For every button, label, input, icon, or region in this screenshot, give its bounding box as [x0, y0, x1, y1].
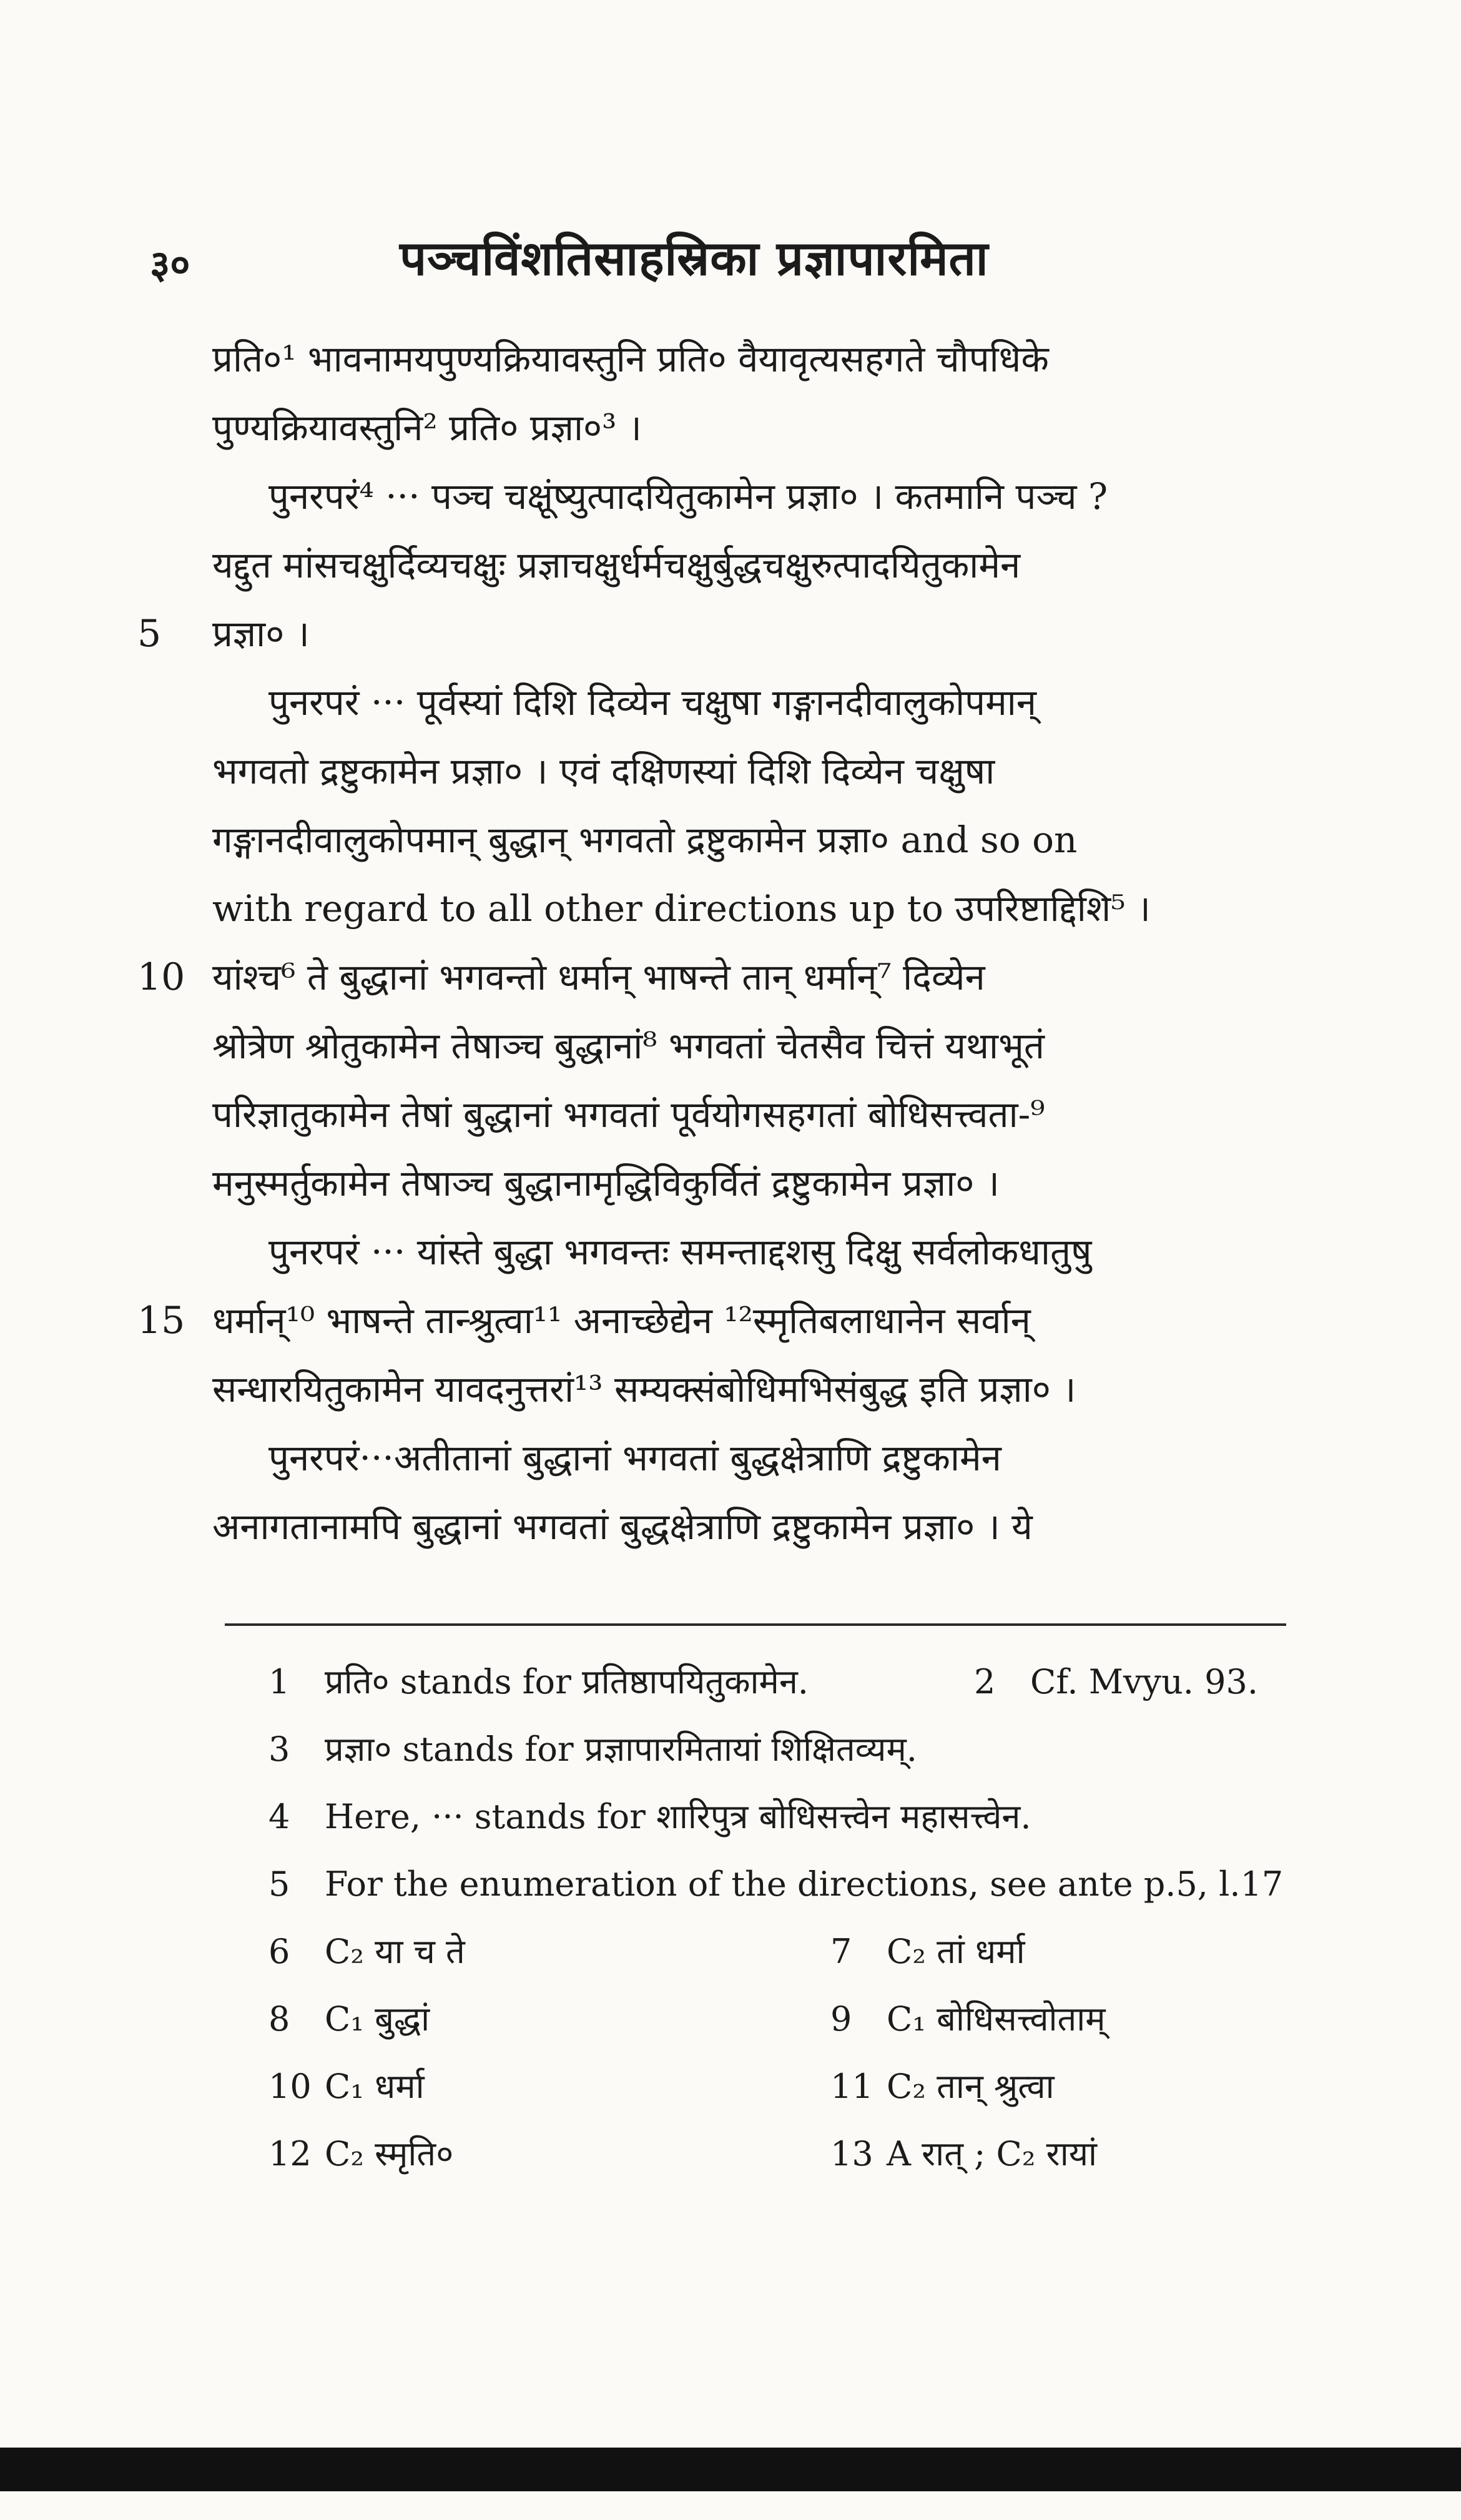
- text-line: [212, 393, 1299, 462]
- line-text: पुनरपरं ··· यांस्ते बुद्धा भगवन्तः समन्ताद्दशसु दिक्षु सर्वलोकधातुषु: [268, 1231, 1092, 1273]
- line-text: with regard to all other directions up to उपरिष्टाद्दिशि⁵ ।: [212, 887, 1151, 930]
- footnote: [268, 1986, 430, 2053]
- text-line: [212, 668, 1299, 737]
- footnote-text: प्रति० stands for प्रतिष्ठापयितुकामेन.: [325, 1662, 809, 1701]
- footnote-number: 11: [830, 2067, 873, 2106]
- running-title: पञ्चविंशतिसाहस्रिका प्रज्ञापारमिता: [400, 230, 989, 286]
- footnote-row: [268, 1783, 1299, 1851]
- line-text: धर्मान्¹⁰ भाषन्ते तान्श्रुत्वा¹¹ अनाच्छेद्येन ¹²स्मृतिबलाधानेन सर्वान्: [212, 1299, 1031, 1342]
- line-text: प्रज्ञा० ।: [212, 613, 310, 655]
- footnote: [268, 1918, 465, 1986]
- text-line: [212, 737, 1299, 805]
- line-text: पुनरपरं···अतीतानां बुद्धानां भगवतां बुद्धक्षेत्राणि द्रष्टुकामेन: [268, 1437, 1001, 1479]
- footnote-text: C₂ स्मृति०: [325, 2134, 454, 2173]
- footnote-number: 6: [268, 1932, 290, 1971]
- footnote-number: 13: [830, 2134, 873, 2173]
- footnote-number: 4: [268, 1797, 290, 1836]
- page-header: [150, 225, 1311, 300]
- footnote-row: [268, 1986, 1299, 2053]
- text-line: [212, 1011, 1299, 1080]
- footnote-number: 9: [830, 1999, 852, 2039]
- text-line: [212, 1355, 1299, 1424]
- footnote: [830, 1986, 1106, 2053]
- footnote: [268, 2120, 453, 2188]
- text-line: [212, 1080, 1299, 1149]
- line-text: गङ्गानदीवालुकोपमान् बुद्धान् भगवतो द्रष्टुकामेन प्रज्ञा० and so on: [212, 819, 1078, 861]
- line-number: 5: [137, 612, 162, 656]
- line-text: पुण्यक्रियावस्तुनि² प्रति० प्रज्ञा०³ ।: [212, 406, 642, 449]
- text-line: [212, 1424, 1299, 1492]
- footnote: [974, 1648, 1258, 1716]
- line-text: श्रोत्रेण श्रोतुकामेन तेषाञ्च बुद्धानां⁸ भगवतां चेतसैव चित्तं यथाभूतं: [212, 1025, 1045, 1067]
- footnote-number: 1: [268, 1662, 290, 1701]
- footnote-row: [268, 2053, 1299, 2120]
- footnote: [268, 1783, 1031, 1851]
- text-line: [212, 874, 1299, 943]
- footnote-row: [268, 1918, 1299, 1986]
- footnote-text: प्रज्ञा० stands for प्रज्ञापारमितायां शिक्षितव्यम्.: [325, 1730, 917, 1769]
- footnote: [830, 2120, 1097, 2188]
- footnote-row: [268, 1716, 1299, 1783]
- footnotes: [268, 1648, 1299, 2188]
- footnote-number: 5: [268, 1864, 290, 1904]
- footnote-number: 8: [268, 1999, 290, 2039]
- text-line: [212, 462, 1299, 531]
- text-line: [137, 1286, 1299, 1355]
- text-line: [212, 1149, 1299, 1218]
- page-number: ३०: [150, 242, 190, 287]
- footnote: [268, 1851, 1283, 1918]
- footnote: [830, 1918, 1025, 1986]
- line-text: अनागतानामपि बुद्धानां भगवतां बुद्धक्षेत्राणि द्रष्टुकामेन प्रज्ञा० । ये: [212, 1505, 1033, 1548]
- footnote-number: 2: [974, 1662, 996, 1701]
- footnote: [268, 2053, 425, 2120]
- footnote-row: [268, 1648, 1299, 1716]
- text-line: [137, 943, 1299, 1011]
- footnote: [830, 2053, 1055, 2120]
- line-text: परिज्ञातुकामेन तेषां बुद्धानां भगवतां पूर्वयोगसहगतां बोधिसत्त्वता-⁹: [212, 1093, 1045, 1136]
- scan-edge-bar: [0, 2448, 1461, 2491]
- line-text: यांश्च⁶ ते बुद्धानां भगवन्तो धर्मान् भाषन्ते तान् धर्मान्⁷ दिव्येन: [212, 956, 985, 998]
- line-number: 10: [137, 955, 185, 999]
- footnote-number: 3: [268, 1730, 290, 1769]
- footnote-text: C₂ तां धर्मा: [887, 1932, 1025, 1971]
- footnote-text: C₁ बुद्धां: [325, 1999, 430, 2039]
- footnote-text: For the enumeration of the directions, see ante p.5, l.17: [325, 1864, 1284, 1904]
- footnote-row: [268, 1851, 1299, 1918]
- line-text: सन्धारयितुकामेन यावदनुत्तरां¹³ सम्यक्संबोधिमभिसंबुद्ध इति प्रज्ञा० ।: [212, 1368, 1076, 1410]
- footnote-divider: [225, 1623, 1286, 1626]
- footnote-row: [268, 2120, 1299, 2188]
- line-text: भगवतो द्रष्टुकामेन प्रज्ञा० । एवं दक्षिणस्यां दिशि दिव्येन चक्षुषा: [212, 750, 995, 792]
- footnote-text: C₂ तान् श्रुत्वा: [887, 2067, 1055, 2106]
- text-line: [212, 1492, 1299, 1561]
- footnote-text: C₁ धर्मा: [325, 2067, 425, 2106]
- text-line: [212, 1218, 1299, 1286]
- footnote: [268, 1716, 917, 1783]
- footnote-text: Cf. Mvyu. 93.: [1030, 1662, 1259, 1701]
- footnote-number: 10: [268, 2067, 312, 2106]
- line-number: 15: [137, 1299, 185, 1342]
- footnote-number: 12: [268, 2134, 312, 2173]
- footnote-text: Here, ··· stands for शारिपुत्र बोधिसत्त्वेन महासत्त्वेन.: [325, 1797, 1031, 1836]
- line-text: यद्दुत मांसचक्षुर्दिव्यचक्षुः प्रज्ञाचक्षुर्धर्मचक्षुर्बुद्धचक्षुरुत्पादयितुकामेन: [212, 544, 1021, 586]
- line-text: मनुस्मर्तुकामेन तेषाञ्च बुद्धानामृद्धिविकुर्वितं द्रष्टुकामेन प्रज्ञा० ।: [212, 1162, 1000, 1204]
- text-line: [212, 325, 1299, 393]
- footnote-number: 7: [830, 1932, 852, 1971]
- text-line: [212, 805, 1299, 874]
- line-text: पुनरपरं⁴ ··· पञ्च चक्षूंष्युत्पादयितुकामेन प्रज्ञा० । कतमानि पञ्च ?: [268, 475, 1108, 518]
- footnote-text: A रात् ; C₂ रायां: [887, 2134, 1098, 2173]
- footnote-text: C₂ या च ते: [325, 1932, 465, 1971]
- text-line: [212, 531, 1299, 599]
- line-text: पुनरपरं ··· पूर्वस्यां दिशि दिव्येन चक्षुषा गङ्गानदीवालुकोपमान्: [268, 681, 1036, 724]
- footnote-text: C₁ बोधिसत्त्वोताम्: [887, 1999, 1106, 2039]
- text-line: [137, 599, 1299, 668]
- line-text: प्रति०¹ भावनामयपुण्यक्रियावस्तुनि प्रति० वैयावृत्यसहगते चौपधिके: [212, 338, 1049, 380]
- footnote: [268, 1648, 809, 1716]
- body-text: [137, 325, 1299, 1561]
